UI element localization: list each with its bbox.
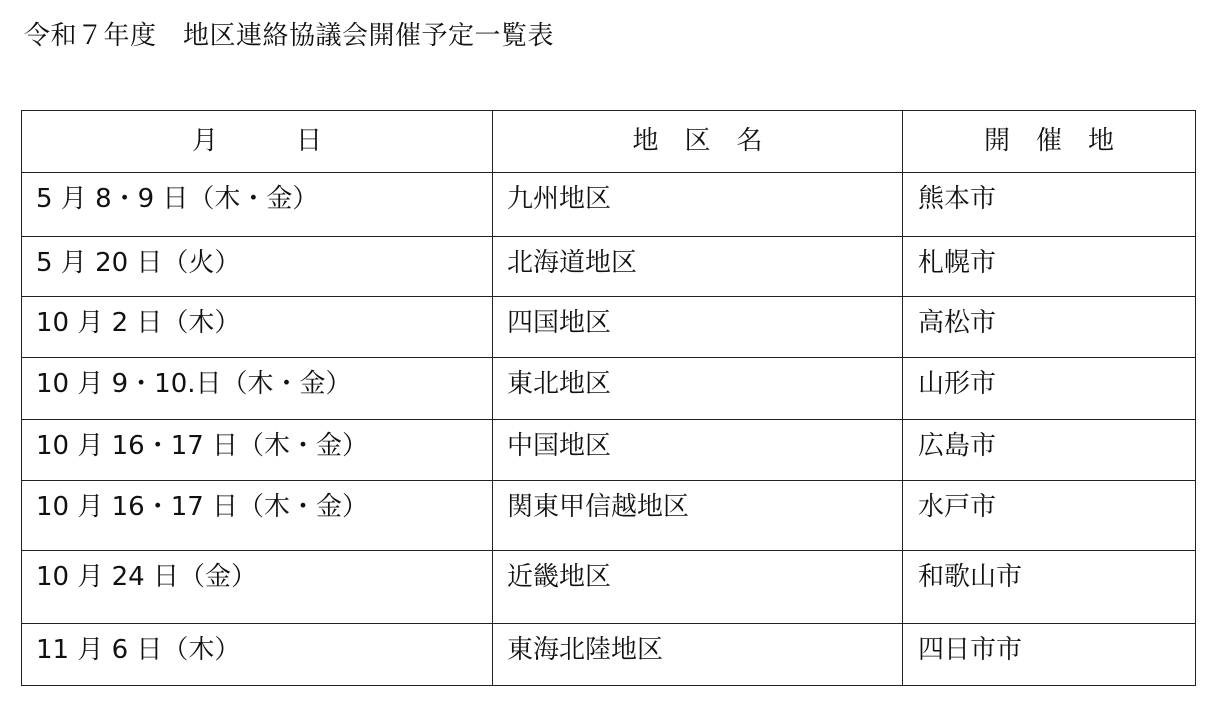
cell-date: 10 月 16・17 日（木・金） [22, 420, 493, 481]
cell-district: 九州地区 [493, 173, 903, 237]
cell-date: 10 月 9・10.日（木・金） [22, 358, 493, 420]
cell-district: 東北地区 [493, 358, 903, 420]
table-row [22, 551, 1196, 624]
header-district: 地 区 名 [493, 111, 903, 173]
table-row [22, 481, 1196, 551]
cell-venue: 高松市 [903, 297, 1196, 358]
cell-district: 四国地区 [493, 297, 903, 358]
table-row [22, 624, 1196, 686]
cell-date: 5 月 20 日（火） [22, 237, 493, 297]
cell-district: 東海北陸地区 [493, 624, 903, 686]
cell-venue: 水戸市 [903, 481, 1196, 551]
cell-district: 中国地区 [493, 420, 903, 481]
cell-venue: 山形市 [903, 358, 1196, 420]
cell-venue: 札幌市 [903, 237, 1196, 297]
cell-district: 近畿地区 [493, 551, 903, 624]
table-row [22, 358, 1196, 420]
cell-date: 11 月 6 日（木） [22, 624, 493, 686]
header-date: 月 日 [22, 111, 493, 173]
cell-venue: 四日市市 [903, 624, 1196, 686]
cell-date: 5 月 8・9 日（木・金） [22, 173, 493, 237]
cell-district: 関東甲信越地区 [493, 481, 903, 551]
table-row [22, 173, 1196, 237]
cell-venue: 和歌山市 [903, 551, 1196, 624]
document-title: 令和７年度 地区連絡協議会開催予定一覧表 [24, 21, 555, 51]
table-row [22, 297, 1196, 358]
header-venue: 開 催 地 [903, 111, 1196, 173]
cell-date: 10 月 16・17 日（木・金） [22, 481, 493, 551]
cell-district: 北海道地区 [493, 237, 903, 297]
cell-date: 10 月 24 日（金） [22, 551, 493, 624]
cell-date: 10 月 2 日（木） [22, 297, 493, 358]
schedule-table [21, 110, 1196, 686]
table-row [22, 237, 1196, 297]
table-row [22, 420, 1196, 481]
cell-venue: 熊本市 [903, 173, 1196, 237]
table-header-row [22, 111, 1196, 173]
cell-venue: 広島市 [903, 420, 1196, 481]
